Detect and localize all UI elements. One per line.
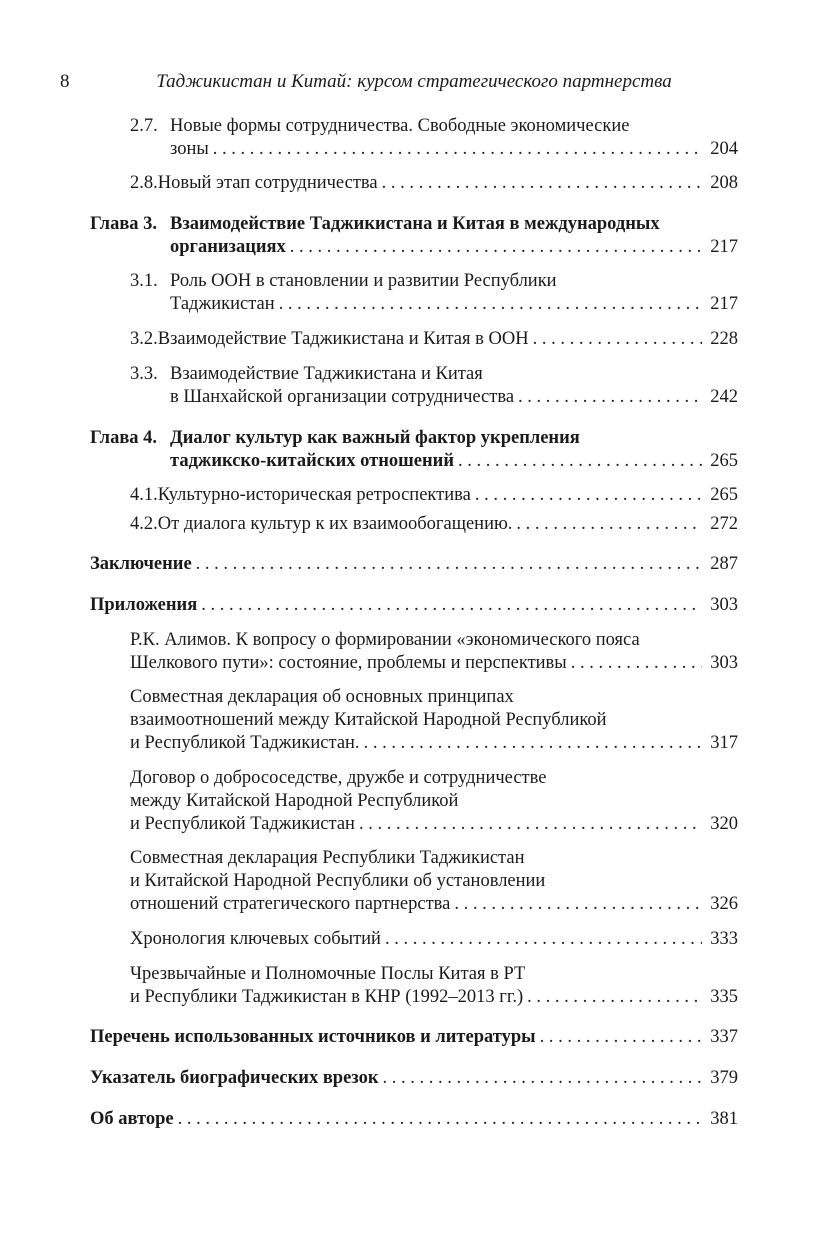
toc-page-number: 217: [710, 237, 738, 257]
dot-leader: [512, 513, 702, 536]
dot-leader: [379, 1067, 703, 1090]
toc-page-number: 265: [710, 485, 738, 505]
toc-entry-title-line: в Шанхайской организации сотрудничества: [170, 387, 515, 407]
toc-page-number: 272: [710, 514, 738, 534]
page-number: 8: [60, 71, 70, 92]
toc-entry-title-line: организациях: [170, 237, 286, 257]
toc-page-number: 381: [710, 1109, 738, 1129]
toc-appendix-declaration: [90, 686, 738, 755]
toc-entry-title-line: Взаимодействие Таджикистана и Китая в ООН: [157, 329, 529, 349]
toc-entry-title-line: Взаимодействие Таджикистана и Китая: [170, 364, 483, 384]
toc-entry-title-line: От диалога культур к их взаимообогащению.: [157, 514, 513, 534]
toc-page-number: 287: [710, 554, 738, 574]
toc-page-number: 265: [710, 451, 738, 471]
toc-chapter-number: Глава 4.: [90, 428, 158, 448]
dot-leader: [471, 484, 702, 507]
toc-appendix-partnership: [90, 847, 738, 916]
toc-page-number: 217: [710, 294, 738, 314]
toc-page-number: 337: [710, 1027, 738, 1047]
toc-page-number: 320: [710, 814, 738, 834]
toc-entry-title-line: Об авторе: [90, 1109, 174, 1129]
dot-leader: [174, 1108, 703, 1131]
toc-chapter-3: [90, 213, 738, 259]
toc-entry-number: 4.2.: [130, 514, 158, 534]
toc-entry-number: 3.3.: [130, 364, 158, 384]
dot-leader: [378, 172, 703, 195]
toc-index: [90, 1067, 738, 1090]
toc-appendix-chronology: [90, 928, 738, 951]
toc-page-number: 208: [710, 173, 738, 193]
toc-entry-title-line: таджикско-китайских отношений: [170, 451, 454, 471]
toc-entry-title-line: Взаимодействие Таджикистана и Китая в международных: [170, 214, 660, 234]
toc-entry-title-line: Роль ООН в становлении и развитии Республики: [170, 271, 557, 291]
dot-leader: [355, 813, 702, 836]
toc-entry-title-line: Приложения: [90, 595, 198, 615]
dot-leader: [275, 293, 703, 316]
toc-entry-2-8: [90, 172, 738, 195]
toc-chapter-number: Глава 3.: [90, 214, 158, 234]
dot-leader: [536, 1026, 703, 1049]
toc-entry-title-line: и Республики Таджикистан в КНР (1992–2013 гг.): [130, 987, 524, 1007]
toc-entry-title-line: отношений стратегического партнерства: [130, 894, 451, 914]
toc-entry-3-1: [90, 270, 738, 316]
toc-page-number: 242: [710, 387, 738, 407]
toc-entry-title-line: и Республикой Таджикистан: [130, 814, 355, 834]
toc-entry-3-2: [90, 328, 738, 351]
toc-entry-title-line: Совместная декларация об основных принципах: [130, 687, 514, 707]
dot-leader: [360, 732, 703, 755]
toc-entry-title-line: Заключение: [90, 554, 192, 574]
toc-entry-4-2: [90, 513, 738, 536]
dot-leader: [286, 236, 702, 259]
dot-leader: [192, 553, 703, 576]
toc-page-number: 335: [710, 987, 738, 1007]
toc-page-number: 303: [710, 595, 738, 615]
dot-leader: [514, 386, 702, 409]
toc-page-number: 303: [710, 653, 738, 673]
toc-about-author: [90, 1108, 738, 1131]
toc-appendix-alimov: [90, 629, 738, 675]
toc-entry-4-1: [90, 484, 738, 507]
toc-chapter-4: [90, 427, 738, 473]
toc-entry-title-line: Шелкового пути»: состояние, проблемы и перспективы: [130, 653, 567, 673]
toc-entry-number: 3.2.: [130, 329, 158, 349]
toc-conclusion: [90, 553, 738, 576]
dot-leader: [381, 928, 702, 951]
toc-entry-title-line: Совместная декларация Республики Таджикистан: [130, 848, 525, 868]
toc-page-number: 317: [710, 733, 738, 753]
toc-page-number: 204: [710, 139, 738, 159]
toc-entry-title-line: Таджикистан: [170, 294, 275, 314]
toc-entry-title-line: Культурно-историческая ретроспектива: [157, 485, 471, 505]
dot-leader: [523, 986, 702, 1009]
dot-leader: [450, 893, 702, 916]
toc-appendices: [90, 594, 738, 617]
toc-entry-number: 2.8.: [130, 173, 158, 193]
toc-entry-title-line: Чрезвычайные и Полномочные Послы Китая в РТ: [130, 964, 526, 984]
toc-sources: [90, 1026, 738, 1049]
toc-entry-title-line: Указатель биографических врезок: [90, 1068, 379, 1088]
toc-page-number: 333: [710, 929, 738, 949]
dot-leader: [209, 138, 702, 161]
dot-leader: [567, 652, 703, 675]
toc-entry-title-line: Новые формы сотрудничества. Свободные экономические: [170, 116, 630, 136]
toc-entry-3-3: [90, 363, 738, 409]
running-title: Таджикистан и Китай: курсом стратегического партнерства: [156, 71, 672, 92]
toc-entry-title-line: зоны: [170, 139, 209, 159]
toc-entry-title-line: Перечень использованных источников и литературы: [90, 1027, 536, 1047]
toc-entry-title-line: взаимоотношений между Китайской Народной Республикой: [130, 710, 607, 730]
toc-entry-title-line: Договор о добрососедстве, дружбе и сотрудничестве: [130, 768, 547, 788]
toc-entry-number: 2.7.: [130, 116, 158, 136]
dot-leader: [454, 450, 702, 473]
toc-entry-title-line: Хронология ключевых событий: [130, 929, 381, 949]
toc-page-number: 379: [710, 1068, 738, 1088]
toc-entry-number: 4.1.: [130, 485, 158, 505]
toc-entry-title-line: между Китайской Народной Республикой: [130, 791, 459, 811]
toc-entry-title-line: Новый этап сотрудничества: [157, 173, 378, 193]
dot-leader: [197, 594, 702, 617]
toc-entry-2-7: [90, 115, 738, 161]
dot-leader: [529, 328, 703, 351]
toc-entry-title-line: Диалог культур как важный фактор укрепления: [170, 428, 580, 448]
toc-entry-title-line: и Китайской Народной Республики об установлении: [130, 871, 546, 891]
toc-page-number: 326: [710, 894, 738, 914]
toc-appendix-ambassadors: [90, 963, 738, 1009]
toc-entry-number: 3.1.: [130, 271, 158, 291]
toc-appendix-treaty: [90, 767, 738, 836]
toc-page-number: 228: [710, 329, 738, 349]
toc-entry-title-line: Р.К. Алимов. К вопросу о формировании «экономического пояса: [130, 630, 640, 650]
toc-entry-title-line: и Республикой Таджикистан.: [130, 733, 360, 753]
